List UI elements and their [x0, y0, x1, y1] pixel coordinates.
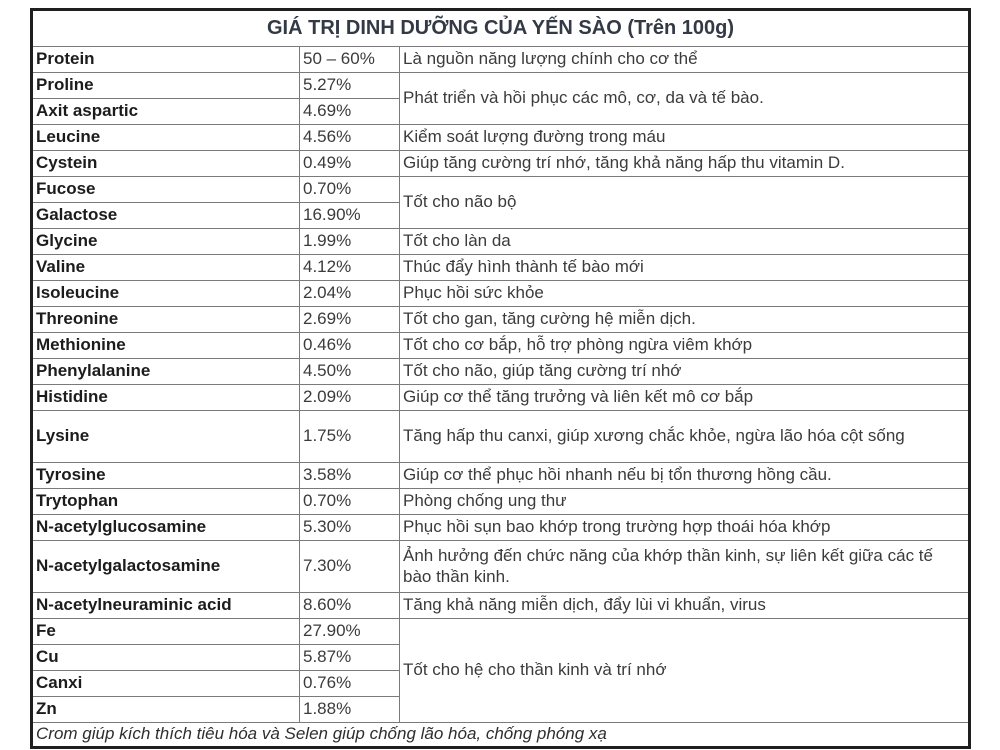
table-row [32, 411, 970, 463]
nutrient-description: Tốt cho não, giúp tăng cường trí nhớ [400, 359, 970, 385]
nutrient-name: Cu [32, 645, 300, 671]
nutrient-description: Ảnh hưởng đến chức năng của khớp thần kinh, sự liên kết giữa các tế bào thần kinh. [400, 541, 970, 593]
table-row [32, 47, 970, 73]
nutrient-value: 2.09% [300, 385, 400, 411]
table-row [32, 593, 970, 619]
nutrient-name: Canxi [32, 671, 300, 697]
table-row [32, 177, 970, 203]
table-row [32, 229, 970, 255]
nutrient-value: 0.76% [300, 671, 400, 697]
nutrient-value: 0.70% [300, 489, 400, 515]
table-row [32, 255, 970, 281]
table-row [32, 307, 970, 333]
nutrient-description: Tốt cho làn da [400, 229, 970, 255]
nutrient-description: Tăng khả năng miễn dịch, đẩy lùi vi khuẩn, virus [400, 593, 970, 619]
nutrient-value: 1.88% [300, 697, 400, 723]
nutrient-value: 4.69% [300, 99, 400, 125]
nutrient-value: 0.49% [300, 151, 400, 177]
nutrient-value: 27.90% [300, 619, 400, 645]
table-row [32, 125, 970, 151]
nutrient-name: Cystein [32, 151, 300, 177]
nutrient-value: 2.04% [300, 281, 400, 307]
nutrient-description: Tăng hấp thu canxi, giúp xương chắc khỏe, ngừa lão hóa cột sống [400, 411, 970, 463]
table-row [32, 151, 970, 177]
table-row [32, 385, 970, 411]
nutrient-value: 7.30% [300, 541, 400, 593]
nutrient-name: Valine [32, 255, 300, 281]
nutrient-value: 1.99% [300, 229, 400, 255]
nutrient-name: Leucine [32, 125, 300, 151]
nutrient-value: 3.58% [300, 463, 400, 489]
table-row [32, 359, 970, 385]
nutrient-value: 8.60% [300, 593, 400, 619]
nutrient-name: Glycine [32, 229, 300, 255]
nutrient-description: Phát triển và hồi phục các mô, cơ, da và tế bào. [400, 73, 970, 125]
nutrient-name: Histidine [32, 385, 300, 411]
nutrient-value: 0.70% [300, 177, 400, 203]
nutrient-description: Phục hồi sụn bao khớp trong trường hợp thoái hóa khớp [400, 515, 970, 541]
nutrient-description: Phòng chống ung thư [400, 489, 970, 515]
nutrient-description: Giúp cơ thể tăng trưởng và liên kết mô cơ bắp [400, 385, 970, 411]
nutrient-name: Axit aspartic [32, 99, 300, 125]
nutrition-table [30, 8, 971, 749]
nutrient-name: Zn [32, 697, 300, 723]
table-row [32, 619, 970, 645]
nutrient-name: Proline [32, 73, 300, 99]
nutrient-value: 5.87% [300, 645, 400, 671]
nutrient-value: 5.30% [300, 515, 400, 541]
nutrient-name: Fucose [32, 177, 300, 203]
table-title: GIÁ TRỊ DINH DƯỠNG CỦA YẾN SÀO (Trên 100g) [32, 10, 970, 47]
nutrient-name: Phenylalanine [32, 359, 300, 385]
nutrient-value: 1.75% [300, 411, 400, 463]
nutrient-value: 4.56% [300, 125, 400, 151]
table-row [32, 541, 970, 593]
nutrient-value: 2.69% [300, 307, 400, 333]
nutrient-name: Methionine [32, 333, 300, 359]
nutrient-description: Kiểm soát lượng đường trong máu [400, 125, 970, 151]
nutrient-name: Trytophan [32, 489, 300, 515]
table-row [32, 281, 970, 307]
nutrient-description: Là nguồn năng lượng chính cho cơ thể [400, 47, 970, 73]
table-footer-row [32, 723, 970, 748]
nutrient-description: Tốt cho gan, tăng cường hệ miễn dịch. [400, 307, 970, 333]
nutrient-name: N-acetylglucosamine [32, 515, 300, 541]
nutrient-description: Giúp tăng cường trí nhớ, tăng khả năng hấp thu vitamin D. [400, 151, 970, 177]
nutrient-name: N-acetylneuraminic acid [32, 593, 300, 619]
table-row [32, 333, 970, 359]
nutrient-value: 50 – 60% [300, 47, 400, 73]
nutrient-value: 4.12% [300, 255, 400, 281]
table-footer-note: Crom giúp kích thích tiêu hóa và Selen giúp chống lão hóa, chống phóng xạ [32, 723, 970, 748]
nutrient-description: Thúc đẩy hình thành tế bào mới [400, 255, 970, 281]
table-row [32, 489, 970, 515]
nutrient-description: Phục hồi sức khỏe [400, 281, 970, 307]
table-row [32, 463, 970, 489]
nutrient-value: 4.50% [300, 359, 400, 385]
nutrient-name: Tyrosine [32, 463, 300, 489]
table-row [32, 515, 970, 541]
nutrient-description: Tốt cho cơ bắp, hỗ trợ phòng ngừa viêm khớp [400, 333, 970, 359]
nutrient-value: 0.46% [300, 333, 400, 359]
table-title-row [32, 10, 970, 47]
nutrient-name: Protein [32, 47, 300, 73]
nutrient-value: 16.90% [300, 203, 400, 229]
nutrient-value: 5.27% [300, 73, 400, 99]
nutrient-name: Lysine [32, 411, 300, 463]
nutrient-name: Threonine [32, 307, 300, 333]
nutrient-name: Galactose [32, 203, 300, 229]
nutrient-description: Giúp cơ thể phục hồi nhanh nếu bị tổn thương hồng cầu. [400, 463, 970, 489]
nutrient-description: Tốt cho não bộ [400, 177, 970, 229]
nutrient-description: Tốt cho hệ cho thần kinh và trí nhớ [400, 619, 970, 723]
nutrient-name: Fe [32, 619, 300, 645]
table-row [32, 73, 970, 99]
nutrient-name: Isoleucine [32, 281, 300, 307]
nutrient-name: N-acetylgalactosamine [32, 541, 300, 593]
